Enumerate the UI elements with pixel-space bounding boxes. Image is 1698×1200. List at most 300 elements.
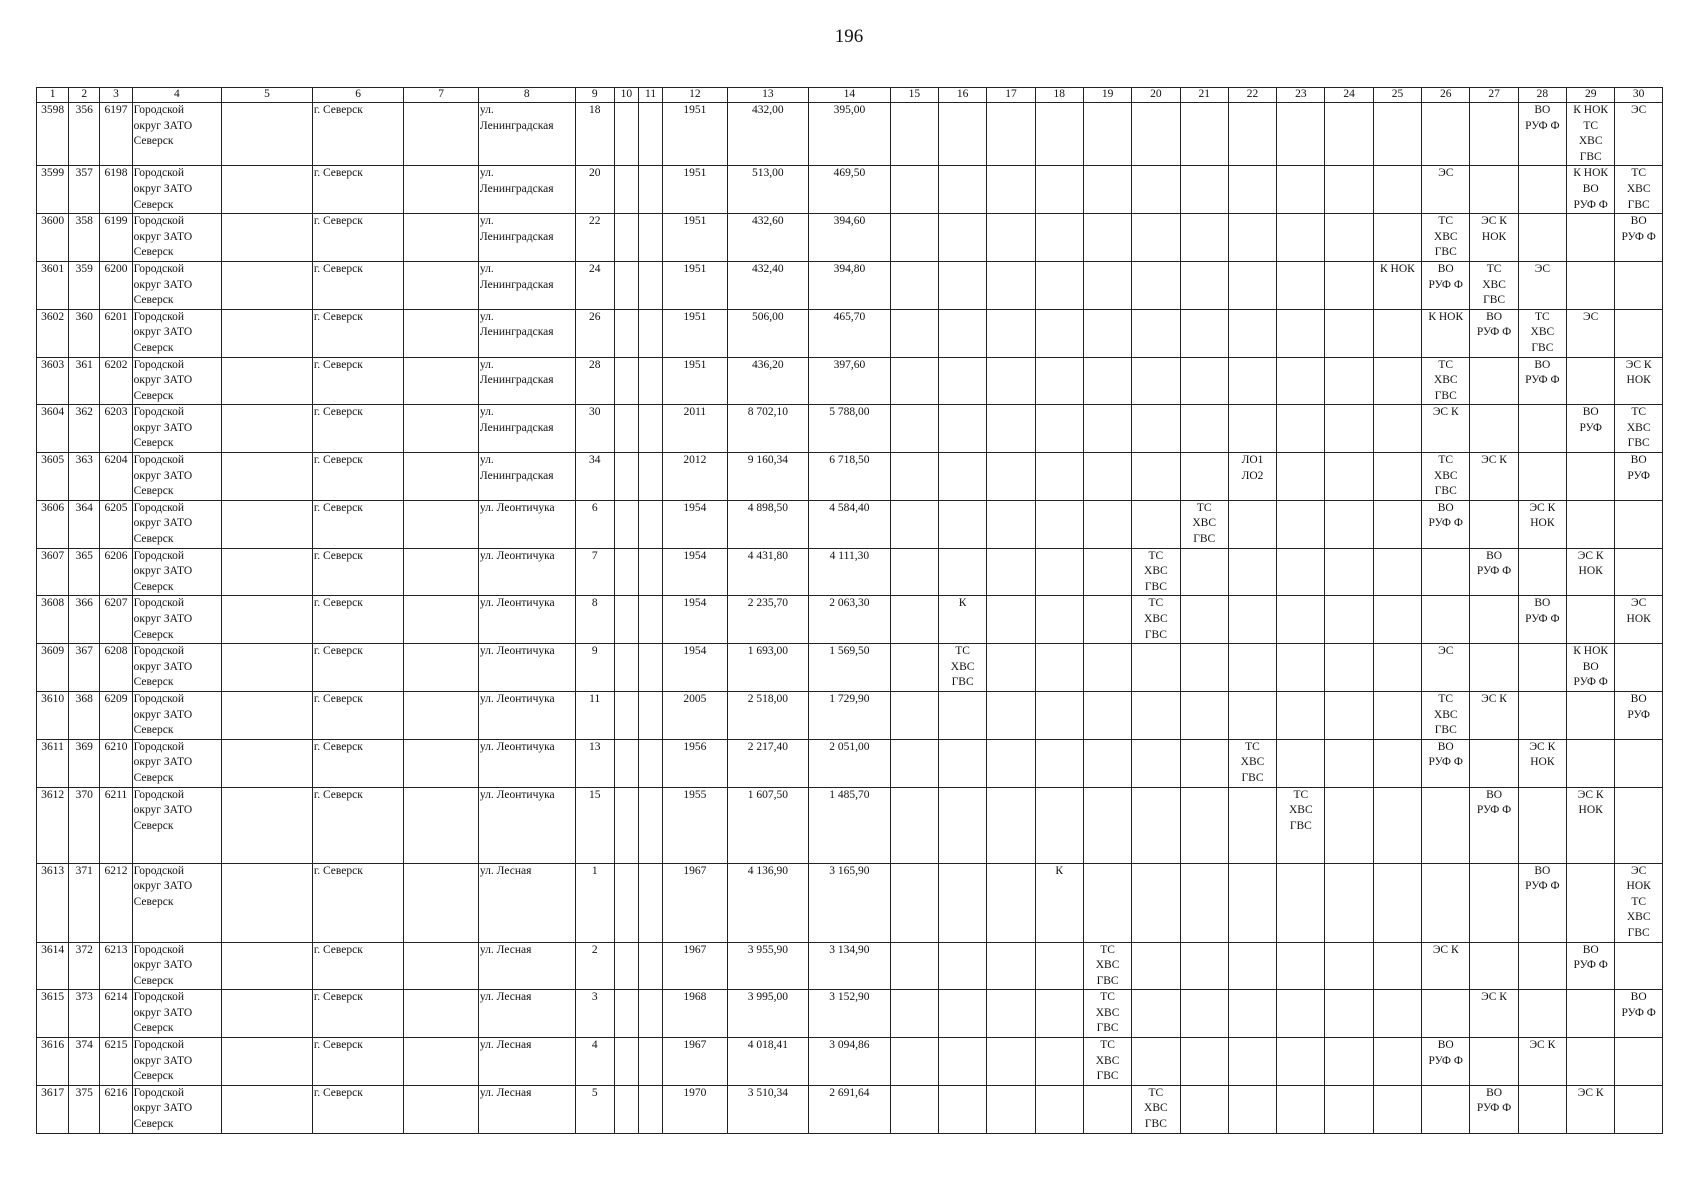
cell-text: 374	[75, 1039, 93, 1052]
cell-col-8	[478, 942, 575, 990]
cell-col-2	[69, 166, 100, 214]
cell-col-8	[478, 691, 575, 739]
column-header: 22	[1228, 88, 1276, 103]
cell-col-18	[1035, 166, 1083, 214]
cell-text: 3605	[41, 454, 65, 467]
cell-col-22	[1228, 103, 1276, 166]
cell-col-3	[100, 103, 132, 166]
cell-text: Городской округ ЗАТО Северск	[133, 262, 193, 307]
cell-text: 6205	[104, 501, 128, 514]
cell-text: 30	[588, 406, 601, 419]
table-row	[37, 103, 1663, 166]
cell-col-11	[638, 990, 662, 1038]
cell-text: ул. Леонтичука	[479, 692, 555, 705]
cell-col-10	[614, 990, 638, 1038]
cell-col-15	[890, 548, 938, 596]
cell-text: 360	[75, 310, 93, 323]
cell-col-24	[1325, 166, 1373, 214]
cell-col-11	[638, 863, 662, 942]
cell-text: г. Северск	[313, 645, 363, 658]
cell-text: 1967	[683, 1039, 707, 1052]
cell-col-25	[1373, 942, 1421, 990]
cell-text: 3599	[41, 167, 65, 180]
cell-col-7	[404, 309, 479, 357]
column-header: 16	[938, 88, 986, 103]
cell-col-27	[1470, 1038, 1518, 1086]
cell-text: Городской округ ЗАТО Северск	[133, 864, 193, 908]
cell-text: 6 718,50	[829, 454, 870, 467]
cell-col-1	[37, 1085, 69, 1133]
cell-col-28	[1518, 103, 1566, 166]
cell-col-26	[1422, 548, 1470, 596]
cell-col-11	[638, 453, 662, 501]
cell-col-14	[809, 103, 891, 166]
cell-col-22	[1228, 548, 1276, 596]
cell-text: ул. Ленинградская	[479, 454, 554, 482]
cell-col-27	[1470, 405, 1518, 453]
cell-col-2	[69, 596, 100, 644]
cell-text: Городской округ ЗАТО Северск	[133, 358, 193, 402]
cell-col-23	[1277, 644, 1325, 692]
cell-col-11	[638, 691, 662, 739]
cell-col-22	[1228, 357, 1276, 405]
cell-text: ЭС К	[1577, 1086, 1604, 1099]
cell-col-16	[938, 500, 986, 548]
cell-col-26	[1422, 739, 1470, 787]
cell-col-10	[614, 1085, 638, 1133]
cell-text: ЭС К	[1432, 943, 1459, 956]
cell-text: 5 788,00	[829, 406, 870, 419]
cell-col-23	[1277, 942, 1325, 990]
cell-col-7	[404, 453, 479, 501]
cell-col-25	[1373, 1038, 1421, 1086]
cell-text: Городской округ ЗАТО Северск	[133, 991, 193, 1035]
cell-text: Городской округ ЗАТО Северск	[133, 310, 193, 354]
cell-text: ВО РУФ Ф	[1428, 1039, 1463, 1067]
cell-col-10	[614, 103, 638, 166]
cell-text: г. Северск	[313, 167, 363, 180]
cell-col-11	[638, 500, 662, 548]
cell-col-16	[938, 644, 986, 692]
cell-col-19	[1083, 1085, 1131, 1133]
cell-col-10	[614, 166, 638, 214]
cell-col-26	[1422, 596, 1470, 644]
cell-col-13	[727, 942, 809, 990]
cell-col-10	[614, 644, 638, 692]
cell-col-28	[1518, 1038, 1566, 1086]
column-header: 14	[809, 88, 891, 103]
cell-col-4	[132, 1038, 222, 1086]
cell-col-12	[663, 500, 727, 548]
cell-col-21	[1180, 739, 1228, 787]
cell-col-28	[1518, 942, 1566, 990]
cell-text: 432,40	[752, 262, 784, 275]
cell-col-4	[132, 214, 222, 262]
cell-col-13	[727, 787, 809, 863]
cell-col-26	[1422, 1085, 1470, 1133]
cell-col-19	[1083, 548, 1131, 596]
cell-col-2	[69, 214, 100, 262]
cell-col-2	[69, 357, 100, 405]
cell-col-19	[1083, 863, 1131, 942]
cell-col-20	[1132, 214, 1180, 262]
cell-text: 6213	[104, 943, 128, 956]
cell-col-22	[1228, 990, 1276, 1038]
cell-col-9	[575, 644, 614, 692]
cell-text: ул. Леонтичука	[479, 597, 555, 610]
cell-text: 2	[591, 943, 598, 956]
cell-col-15	[890, 453, 938, 501]
cell-text: 1956	[683, 740, 707, 753]
cell-col-28	[1518, 453, 1566, 501]
cell-text: ТС ХВС ГВС	[1192, 501, 1217, 546]
cell-col-9	[575, 453, 614, 501]
cell-text: ЭС К НОК	[1577, 549, 1604, 578]
cell-col-5	[222, 644, 313, 692]
cell-col-29	[1567, 405, 1615, 453]
cell-col-24	[1325, 1038, 1373, 1086]
column-header: 11	[638, 88, 662, 103]
cell-col-8	[478, 309, 575, 357]
cell-col-21	[1180, 103, 1228, 166]
cell-text: 24	[588, 262, 601, 275]
cell-col-18	[1035, 309, 1083, 357]
cell-col-5	[222, 739, 313, 787]
cell-col-17	[987, 863, 1035, 942]
cell-col-14	[809, 691, 891, 739]
cell-col-15	[890, 691, 938, 739]
cell-col-10	[614, 691, 638, 739]
cell-text: ВО РУФ Ф	[1476, 310, 1512, 339]
cell-col-19	[1083, 103, 1131, 166]
cell-col-29	[1567, 942, 1615, 990]
cell-col-2	[69, 1085, 100, 1133]
cell-col-18	[1035, 453, 1083, 501]
cell-col-1	[37, 863, 69, 942]
cell-col-29	[1567, 990, 1615, 1038]
cell-col-15	[890, 405, 938, 453]
cell-col-16	[938, 739, 986, 787]
cell-text: ТС ХВС ГВС	[1144, 549, 1168, 593]
cell-col-10	[614, 261, 638, 309]
cell-text: ТС ХВС ГВС	[1144, 597, 1168, 641]
cell-text: ул. Ленинградская	[479, 104, 554, 132]
cell-col-1	[37, 1038, 69, 1086]
cell-col-4	[132, 103, 222, 166]
cell-text: 6216	[104, 1086, 128, 1099]
cell-text: г. Северск	[313, 358, 363, 371]
cell-col-11	[638, 787, 662, 863]
cell-text: 3610	[41, 692, 65, 705]
table-row	[37, 261, 1663, 309]
cell-col-1	[37, 739, 69, 787]
cell-col-7	[404, 1085, 479, 1133]
cell-text: ЭС К НОК	[1529, 740, 1556, 769]
cell-col-25	[1373, 787, 1421, 863]
cell-col-20	[1132, 453, 1180, 501]
cell-text: 3616	[41, 1039, 65, 1052]
cell-col-30	[1615, 942, 1663, 990]
column-header: 2	[69, 88, 100, 103]
cell-text: 1 485,70	[829, 788, 870, 801]
cell-text: г. Северск	[313, 943, 363, 956]
cell-col-25	[1373, 863, 1421, 942]
cell-col-5	[222, 309, 313, 357]
cell-col-3	[100, 214, 132, 262]
cell-text: 2 235,70	[747, 597, 788, 610]
cell-col-11	[638, 357, 662, 405]
cell-col-20	[1132, 103, 1180, 166]
cell-col-1	[37, 261, 69, 309]
cell-col-6	[312, 261, 404, 309]
cell-col-2	[69, 548, 100, 596]
cell-col-13	[727, 863, 809, 942]
cell-col-17	[987, 453, 1035, 501]
column-header: 12	[663, 88, 727, 103]
cell-col-22	[1228, 500, 1276, 548]
cell-text: 6199	[104, 215, 128, 228]
cell-text: ЭС К	[1529, 1039, 1556, 1052]
cell-col-24	[1325, 787, 1373, 863]
cell-col-27	[1470, 644, 1518, 692]
cell-col-10	[614, 309, 638, 357]
cell-text: 3612	[41, 788, 65, 801]
cell-text: г. Северск	[313, 549, 363, 562]
cell-col-17	[987, 990, 1035, 1038]
cell-col-19	[1083, 453, 1131, 501]
cell-col-29	[1567, 214, 1615, 262]
cell-col-11	[638, 214, 662, 262]
cell-col-7	[404, 990, 479, 1038]
cell-col-22	[1228, 596, 1276, 644]
cell-text: 20	[588, 167, 601, 180]
cell-text: ул. Лесная	[479, 943, 532, 956]
cell-col-29	[1567, 453, 1615, 501]
cell-col-1	[37, 787, 69, 863]
cell-col-27	[1470, 166, 1518, 214]
cell-col-29	[1567, 1038, 1615, 1086]
cell-col-21	[1180, 787, 1228, 863]
cell-col-30	[1615, 453, 1663, 501]
cell-col-3	[100, 644, 132, 692]
cell-text: ТС ХВС ГВС	[1095, 1039, 1120, 1083]
cell-text: 8	[591, 597, 598, 610]
column-header: 26	[1422, 88, 1470, 103]
cell-col-12	[663, 644, 727, 692]
cell-col-5	[222, 1085, 313, 1133]
cell-col-19	[1083, 644, 1131, 692]
cell-col-14	[809, 1038, 891, 1086]
cell-col-20	[1132, 596, 1180, 644]
cell-col-4	[132, 453, 222, 501]
cell-text: 3608	[41, 597, 65, 610]
cell-col-22	[1228, 405, 1276, 453]
cell-text: К	[958, 597, 967, 610]
cell-text: 363	[75, 454, 93, 467]
cell-col-9	[575, 405, 614, 453]
cell-col-23	[1277, 500, 1325, 548]
cell-text: Городской округ ЗАТО Северск	[133, 1086, 193, 1131]
cell-text: 1951	[683, 215, 707, 228]
cell-text: 9 160,34	[747, 454, 788, 467]
cell-col-13	[727, 103, 809, 166]
cell-col-2	[69, 103, 100, 166]
cell-text: ул. Лесная	[479, 1086, 532, 1099]
cell-text: г. Северск	[313, 864, 363, 877]
cell-col-20	[1132, 644, 1180, 692]
cell-text: 3	[591, 991, 598, 1004]
cell-col-13	[727, 500, 809, 548]
cell-col-21	[1180, 863, 1228, 942]
cell-text: 6198	[104, 167, 128, 180]
cell-col-8	[478, 644, 575, 692]
cell-col-18	[1035, 357, 1083, 405]
cell-col-24	[1325, 863, 1373, 942]
cell-text: ул. Леонтичука	[479, 549, 555, 562]
cell-col-2	[69, 500, 100, 548]
table-row	[37, 166, 1663, 214]
cell-text: 3601	[41, 262, 65, 275]
cell-col-19	[1083, 405, 1131, 453]
cell-col-20	[1132, 1085, 1180, 1133]
column-header: 1	[37, 88, 69, 103]
cell-col-25	[1373, 1085, 1421, 1133]
cell-col-20	[1132, 309, 1180, 357]
cell-col-1	[37, 596, 69, 644]
cell-text: Городской округ ЗАТО Северск	[133, 167, 193, 211]
cell-text: Городской округ ЗАТО Северск	[133, 454, 193, 498]
cell-col-9	[575, 691, 614, 739]
cell-col-16	[938, 596, 986, 644]
cell-col-24	[1325, 942, 1373, 990]
cell-col-20	[1132, 500, 1180, 548]
cell-col-29	[1567, 596, 1615, 644]
cell-col-6	[312, 357, 404, 405]
cell-text: ТС ХВС ГВС	[1433, 454, 1458, 498]
cell-col-7	[404, 405, 479, 453]
cell-col-14	[809, 214, 891, 262]
cell-text: 6212	[104, 864, 128, 877]
cell-col-12	[663, 990, 727, 1038]
cell-text: 465,70	[833, 310, 866, 323]
cell-col-30	[1615, 1038, 1663, 1086]
cell-col-1	[37, 644, 69, 692]
register-table	[36, 87, 1663, 1134]
cell-col-19	[1083, 261, 1131, 309]
cell-text: ЭС К НОК	[1529, 501, 1556, 530]
cell-col-4	[132, 357, 222, 405]
cell-col-29	[1567, 500, 1615, 548]
cell-col-29	[1567, 261, 1615, 309]
cell-col-12	[663, 261, 727, 309]
cell-text: 1951	[683, 167, 707, 180]
cell-col-19	[1083, 691, 1131, 739]
cell-col-6	[312, 548, 404, 596]
column-header: 19	[1083, 88, 1131, 103]
cell-text: 4	[591, 1039, 598, 1052]
cell-text: 469,50	[833, 167, 866, 180]
cell-text: 2011	[683, 406, 707, 419]
cell-col-29	[1567, 548, 1615, 596]
cell-text: 368	[75, 692, 93, 705]
cell-text: ул. Леонтичука	[479, 740, 555, 753]
cell-col-22	[1228, 691, 1276, 739]
cell-text: ЭС	[1583, 310, 1599, 323]
column-header: 8	[478, 88, 575, 103]
cell-col-1	[37, 103, 69, 166]
table-row	[37, 787, 1663, 863]
cell-text: г. Северск	[313, 215, 363, 228]
cell-col-26	[1422, 500, 1470, 548]
cell-col-15	[890, 103, 938, 166]
cell-col-28	[1518, 644, 1566, 692]
cell-col-23	[1277, 453, 1325, 501]
cell-text: ВО РУФ Ф	[1476, 788, 1512, 817]
cell-col-28	[1518, 990, 1566, 1038]
cell-col-3	[100, 548, 132, 596]
cell-text: ЭС К	[1481, 991, 1507, 1004]
cell-col-17	[987, 405, 1035, 453]
cell-col-5	[222, 357, 313, 405]
cell-col-3	[100, 863, 132, 942]
cell-col-25	[1373, 103, 1421, 166]
cell-col-17	[987, 548, 1035, 596]
cell-col-9	[575, 309, 614, 357]
cell-col-12	[663, 405, 727, 453]
cell-col-18	[1035, 596, 1083, 644]
cell-col-12	[663, 1038, 727, 1086]
cell-col-14	[809, 787, 891, 863]
cell-col-21	[1180, 644, 1228, 692]
cell-text: г. Северск	[313, 262, 363, 275]
cell-col-17	[987, 166, 1035, 214]
cell-col-23	[1277, 990, 1325, 1038]
cell-col-4	[132, 309, 222, 357]
cell-col-23	[1277, 1038, 1325, 1086]
cell-col-25	[1373, 453, 1421, 501]
cell-text: ЛО1 ЛО2	[1241, 454, 1264, 482]
cell-col-3	[100, 405, 132, 453]
cell-col-9	[575, 990, 614, 1038]
cell-col-7	[404, 166, 479, 214]
cell-col-21	[1180, 1085, 1228, 1133]
cell-col-4	[132, 166, 222, 214]
cell-col-13	[727, 548, 809, 596]
cell-col-7	[404, 644, 479, 692]
cell-col-11	[638, 1038, 662, 1086]
cell-col-11	[638, 309, 662, 357]
table-row	[37, 309, 1663, 357]
cell-text: ЭС К	[1432, 406, 1459, 419]
cell-col-4	[132, 691, 222, 739]
cell-col-24	[1325, 990, 1373, 1038]
cell-col-15	[890, 261, 938, 309]
cell-col-8	[478, 453, 575, 501]
cell-col-2	[69, 787, 100, 863]
cell-col-16	[938, 261, 986, 309]
cell-col-28	[1518, 863, 1566, 942]
cell-text: 6202	[104, 358, 128, 371]
cell-text: 6200	[104, 262, 128, 275]
cell-col-26	[1422, 214, 1470, 262]
cell-col-23	[1277, 261, 1325, 309]
cell-col-28	[1518, 548, 1566, 596]
cell-col-14	[809, 166, 891, 214]
cell-col-19	[1083, 739, 1131, 787]
cell-col-28	[1518, 166, 1566, 214]
cell-text: 3 094,86	[829, 1039, 870, 1052]
cell-col-27	[1470, 214, 1518, 262]
